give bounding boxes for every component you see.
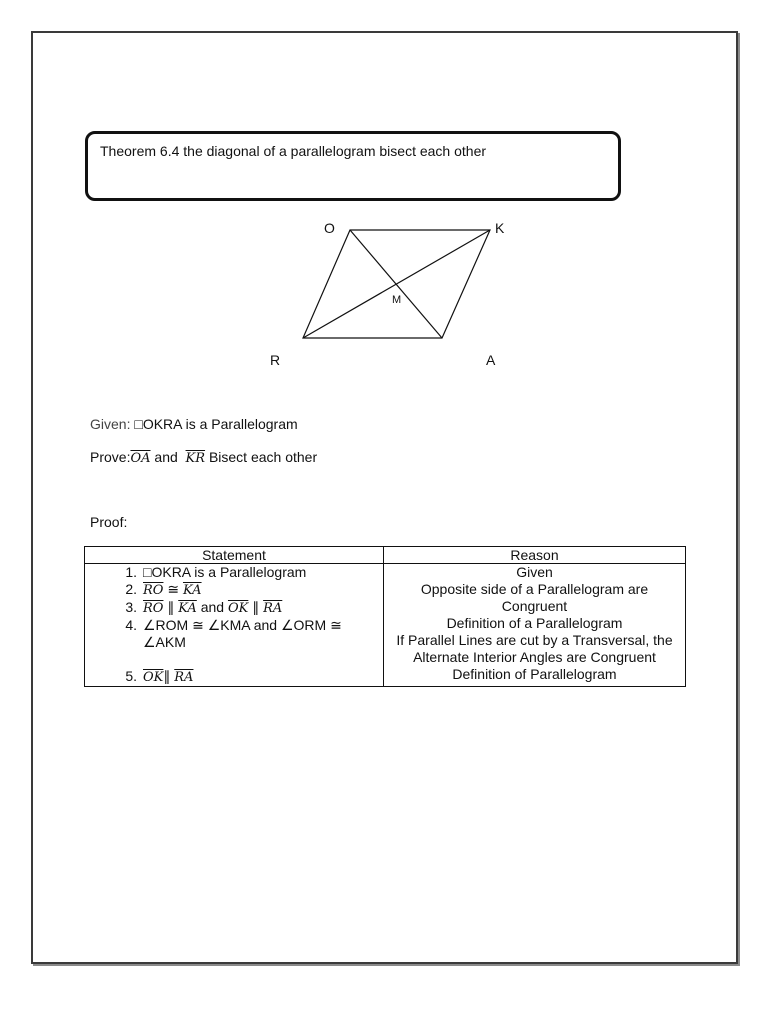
segment-kr: $\overline{KR}$ <box>185 451 206 466</box>
segment-ok: $\overline{OK}$ <box>227 601 249 616</box>
segment-ka: $\overline{KA}$ <box>182 583 202 598</box>
given-line <box>90 416 298 432</box>
midpoint-label-m: M <box>392 294 402 306</box>
vertex-label-o: O <box>324 220 335 236</box>
reason-5: Definition of Parallelogram <box>452 666 617 682</box>
statement-2: 2. $\overline{RO}$ ≅ $\overline{KA}$ <box>125 581 202 598</box>
segment-ka: $\overline{KA}$ <box>178 601 197 616</box>
theorem-box <box>85 131 621 201</box>
statement-3: 3. $\overline{RO}$ ∥ $\overline{KA}$ and $\overline{OK}$ ∥ $\overline{RA}$ <box>125 599 283 616</box>
proof-table <box>84 546 686 687</box>
segment-ra: $\overline{RA}$ <box>263 601 283 616</box>
parallelogram-diagram <box>260 215 520 375</box>
statement-header: Statement <box>85 547 384 564</box>
box-symbol: □ <box>143 564 152 580</box>
reason-3: Definition of a Parallelogram <box>446 615 623 631</box>
prove-prefix: Prove: <box>90 449 131 465</box>
reason-header: Reason <box>384 547 686 564</box>
given-prefix: Given: <box>90 416 131 432</box>
segment-ra: $\overline{RA}$ <box>174 670 194 685</box>
segment-ro: $\overline{RO}$ <box>143 583 164 598</box>
theorem-text: Theorem 6.4 the diagonal of a parallelogram bisect each other <box>100 143 487 159</box>
proof-header-row <box>85 547 686 564</box>
statement-1: 1. □OKRA is a Parallelogram <box>125 564 307 580</box>
segment-oa: $\overline{OA}$ <box>130 451 151 466</box>
statement-5: 5. $\overline{OK}\parallel$ $\overline{RA}$ <box>125 668 194 685</box>
reason-cell <box>384 564 686 687</box>
prove-and: and <box>154 449 178 465</box>
box-symbol: □ <box>134 416 143 432</box>
vertex-label-a: A <box>486 352 496 368</box>
proof-body-row <box>85 564 686 687</box>
statement-4: 4. ∠ROM ≅ ∠KMA and ∠ORM ≅ ∠AKM <box>125 617 342 650</box>
reason-2: Opposite side of a Parallelogram are Congruent <box>420 581 649 614</box>
segment-ro: $\overline{RO}$ <box>143 601 164 616</box>
prove-line <box>90 449 317 466</box>
statement-cell <box>85 564 384 687</box>
reason-4: If Parallel Lines are cut by a Transversal, the Alternate Interior Angles are Congruent <box>396 632 673 665</box>
reason-1: Given <box>516 564 553 580</box>
vertex-label-r: R <box>270 352 281 368</box>
parallelogram-figure <box>260 215 520 375</box>
diagonal-kr <box>303 230 490 338</box>
segment-ok: $\overline{OK}$ <box>143 670 164 685</box>
given-text: OKRA is a Parallelogram <box>142 416 298 432</box>
prove-suffix: Bisect each other <box>208 449 318 465</box>
proof-label: Proof: <box>90 514 128 530</box>
vertex-label-k: K <box>495 220 505 236</box>
